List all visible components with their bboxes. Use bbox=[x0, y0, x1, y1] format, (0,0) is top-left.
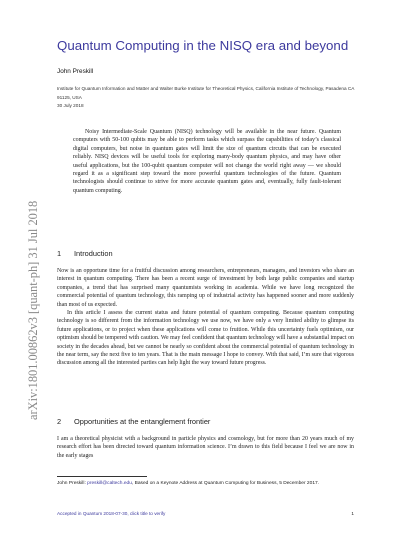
section-1-heading bbox=[57, 249, 113, 258]
accepted-label: Accepted in bbox=[57, 511, 83, 516]
section-2-body bbox=[57, 435, 354, 460]
page-footer bbox=[57, 511, 354, 516]
affiliation: Institute for Quantum Information and Matter and Walter Burke Institute for Theoretical Physics, California Institute of Technology, Pasadena CA 91125, USA bbox=[57, 86, 355, 100]
author-name: John Preskill bbox=[57, 68, 94, 75]
section-1-body bbox=[57, 267, 354, 368]
author-email-link[interactable]: preskill@caltech.edu bbox=[87, 481, 132, 486]
page-number: 1 bbox=[351, 511, 354, 516]
abstract: Noisy Intermediate-Scale Quantum (NISQ) technology will be available in the near future. Quantum computers with 50-100 qubits may be able to perform tasks which surpass the capabilities of today’s classical digital computers, but noise in quantum gates will limit the size of quantum circuits that can be executed reliably. NISQ devices will be useful tools for exploring many-body quantum physics, and may have other useful applications, but the 100-qubit quantum computer will not change the world right away — we should regard it as a significant step toward the more powerful quantum technologies of the future. Quantum technologists should continue to strive for more accurate quantum gates and, eventually, fully fault-tolerant quantum computing. bbox=[73, 129, 341, 194]
footnote-prefix: John Preskill: bbox=[57, 481, 88, 486]
date: 30 July 2018 bbox=[57, 103, 84, 108]
journal-logo: Quantum bbox=[82, 511, 103, 516]
section-number: 2 bbox=[57, 417, 62, 426]
footnote-rule bbox=[57, 476, 147, 477]
arxiv-identifier[interactable]: arXiv:1801.00862v3 [quant-ph] 31 Jul 2018 bbox=[26, 200, 40, 420]
accepted-link[interactable] bbox=[57, 511, 165, 516]
paragraph: Now is an opportune time for a fruitful discussion among researchers, entrepreneurs, managers, and investors who share an interest in quantum computing. There has been a recent surge of investment by both large public companies and startup companies, a trend that has surprised many quantumists working in academia. While we have long recognized the commercial potential of quantum technology, this ramping up of industrial activity has happened sooner and more suddenly than most of us expected. bbox=[57, 268, 354, 308]
section-2-heading bbox=[57, 417, 210, 426]
footnote-suffix: , Based on a Keynote Address at Quantum Computing for Business, 5 December 2017. bbox=[131, 481, 320, 486]
accepted-date: 2018-07-30, click title to verify bbox=[102, 511, 166, 516]
paper-title[interactable]: Quantum Computing in the NISQ era and beyond bbox=[57, 38, 349, 53]
footnote bbox=[57, 480, 352, 488]
paragraph: I am a theoretical physicist with a background in particle physics and cosmology, but for more than 20 years much of my research effort has been directed toward quantum information science. I’m drawn to this field because I feel we are now in the early stages bbox=[57, 436, 354, 459]
section-number: 1 bbox=[57, 249, 62, 258]
section-title: Introduction bbox=[74, 249, 113, 258]
affiliation-block bbox=[57, 85, 357, 111]
section-title: Opportunities at the entanglement frontier bbox=[74, 417, 211, 426]
paragraph: In this article I assess the current status and future potential of quantum computing. Because quantum computing technology is so different from the information technology we use now, we have only a very limited ability to glimpse its future applications, or to project when these applications will come to fruition. While this uncertainty fuels optimism, our optimism should be tempered with caution. We may feel confident that quantum technology will have a substantial impact on society in the decades ahead, but we cannot be nearly so confident about the commercial potential of quantum technology in the near term, say the next five to ten years. That is the main message I hope to convey. With that said, I’m sure that vigorous discussion among all the interested parties can help light the way toward future progress. bbox=[57, 310, 354, 367]
